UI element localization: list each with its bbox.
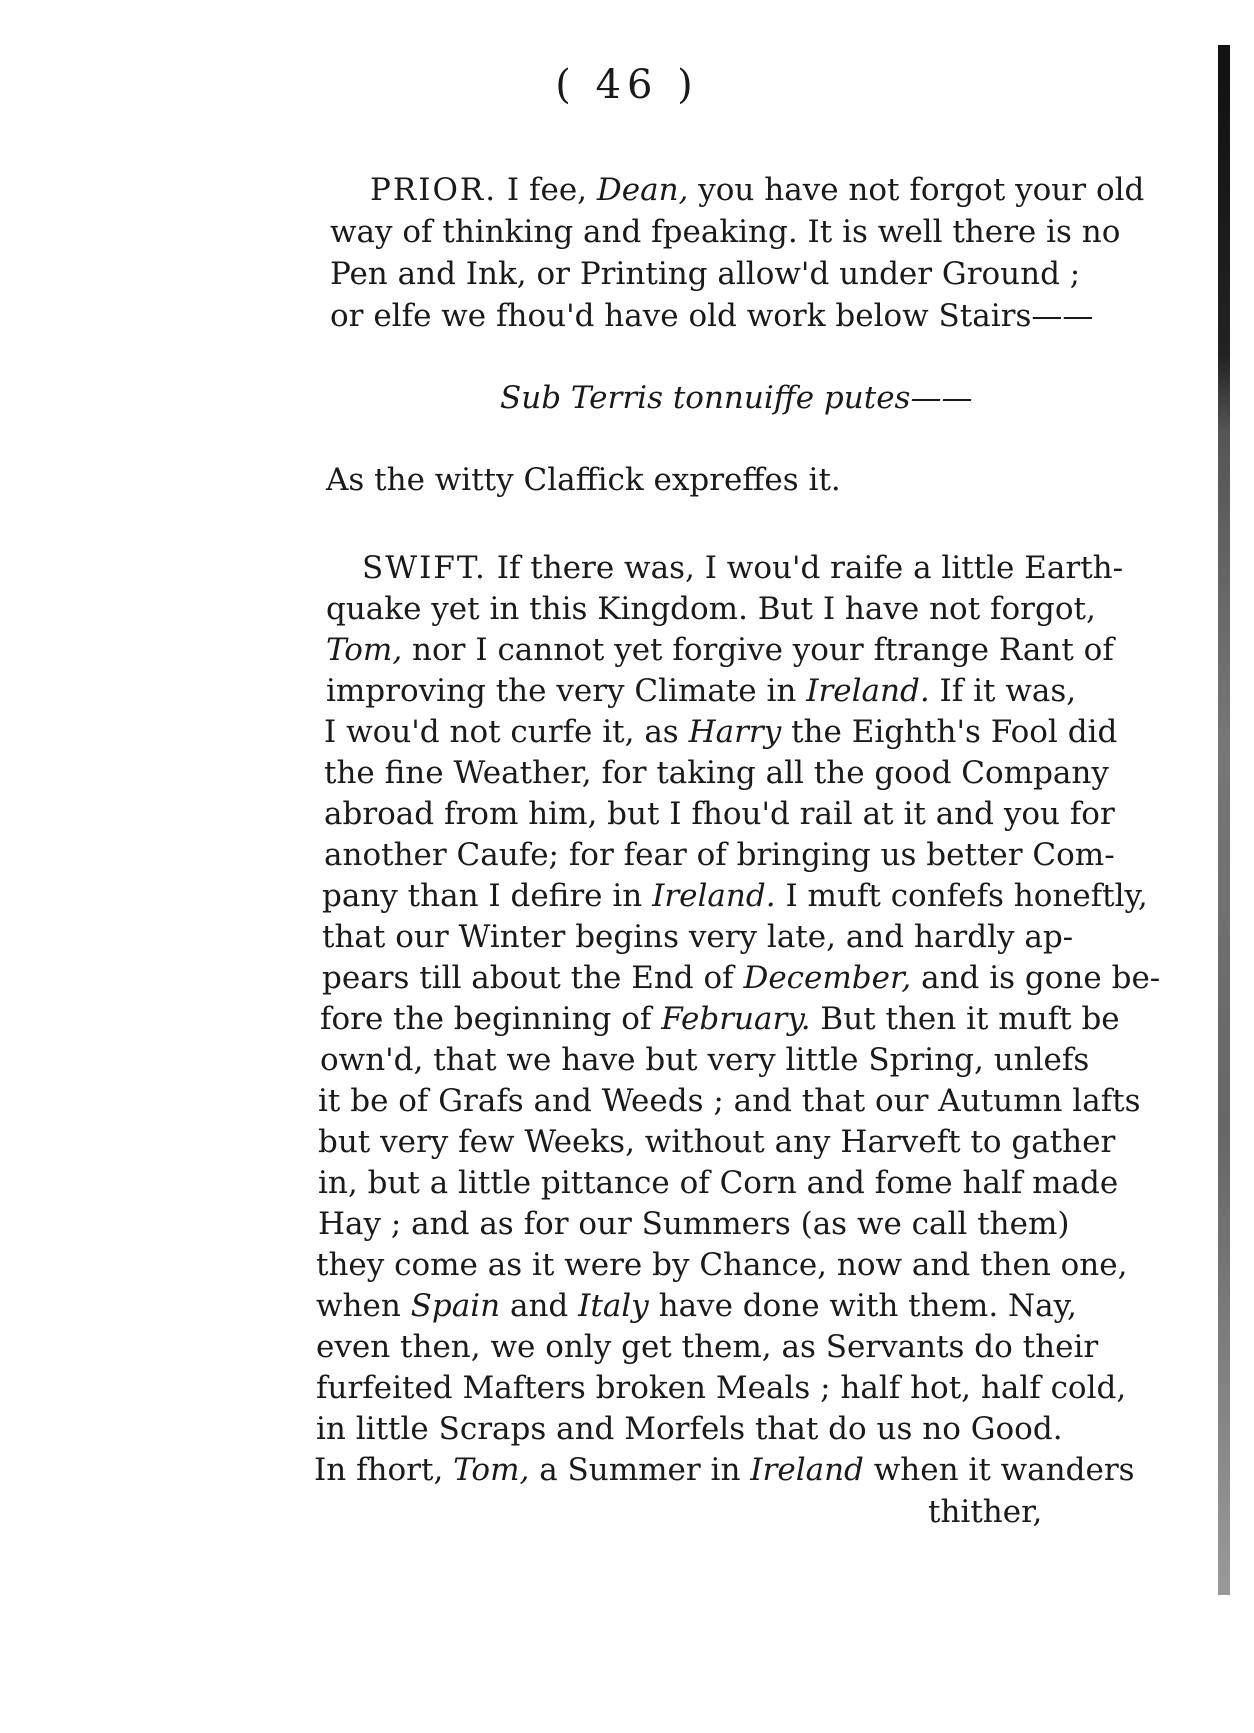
swift-line-5: I wou'd not curfe it, as Harry the Eighth's Fool did (324, 714, 1118, 750)
speaker-prior: PRIOR. (370, 172, 498, 208)
catchword: thither, (928, 1494, 1043, 1530)
swift-line-1: SWIFT. If there was, I wou'd raife a little Earth- (362, 550, 1124, 586)
swift-line-15: but very few Weeks, without any Harveft to gather (318, 1124, 1116, 1160)
prior-line-3: Pen and Ink, or Printing allow'd under Ground ; (330, 256, 1081, 292)
swift-line-12: fore the beginning of February. But then it muft be (320, 1001, 1120, 1037)
speaker-swift: SWIFT. (362, 550, 487, 586)
swift-line-4: improving the very Climate in Ireland. If it was, (326, 673, 1077, 709)
swift-line-10: that our Winter begins very late, and hardly ap- (322, 919, 1074, 955)
swift-line-8: another Caufe; for fear of bringing us better Com- (324, 837, 1115, 873)
swift-line-19: when Spain and Italy have done with them. Nay, (316, 1288, 1077, 1324)
swift-line-14: it be of Grafs and Weeds ; and that our Autumn lafts (318, 1083, 1141, 1119)
swift-line-9: pany than I defire in Ireland. I muft confefs honeftly, (322, 878, 1148, 914)
page-number: ( 46 ) (555, 62, 699, 108)
book-spine-shadow (1218, 45, 1230, 1595)
swift-line-7: abroad from him, but I fhou'd rail at it and you for (324, 796, 1115, 832)
prior-line-2: way of thinking and fpeaking. It is well there is no (330, 214, 1121, 250)
swift-line-16: in, but a little pittance of Corn and fome half made (318, 1165, 1119, 1201)
swift-line-20: even then, we only get them, as Servants do their (316, 1329, 1099, 1365)
swift-line-18: they come as it were by Chance, now and then one, (316, 1247, 1128, 1283)
swift-line-6: the fine Weather, for taking all the good Company (324, 755, 1109, 791)
swift-line-23: In fhort, Tom, a Summer in Ireland when it wanders (314, 1452, 1135, 1488)
swift-line-11: pears till about the End of December, and is gone be- (322, 960, 1161, 996)
swift-line-13: own'd, that we have but very little Spring, unlefs (320, 1042, 1090, 1078)
swift-line-17: Hay ; and as for our Summers (as we call them) (318, 1206, 1070, 1242)
prior-line-4: or elfe we fhou'd have old work below Stairs—— (330, 298, 1094, 334)
swift-line-3: Tom, nor I cannot yet forgive your ftrange Rant of (326, 632, 1114, 668)
swift-line-21: furfeited Mafters broken Meals ; half hot, half cold, (316, 1370, 1127, 1406)
swift-line-22: in little Scraps and Morfels that do us no Good. (316, 1411, 1063, 1447)
swift-line-2: quake yet in this Kingdom. But I have not forgot, (326, 591, 1096, 627)
classick-line: As the witty Claffick expreffes it. (326, 462, 841, 498)
latin-quote: Sub Terris tonnuiffe putes—— (500, 380, 973, 416)
prior-line-1: PRIOR. I fee, Dean, you have not forgot your old (370, 172, 1145, 208)
